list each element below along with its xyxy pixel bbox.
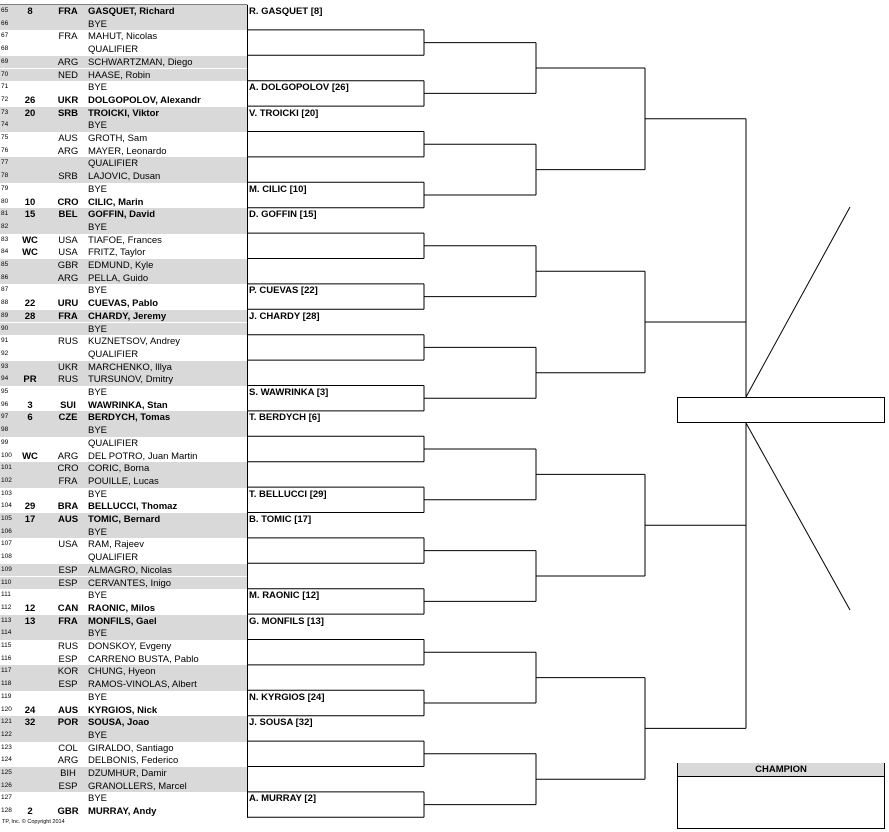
player-name: BYE: [88, 526, 108, 538]
seed: 10: [24, 196, 36, 208]
player-name: QUALIFIER: [88, 552, 139, 564]
country-code: URU: [57, 298, 79, 310]
round2-player: V. TROICKI [20]: [249, 107, 319, 119]
draw-position: 90: [1, 324, 9, 332]
country-code: BEL: [58, 209, 78, 221]
country-code: AUS: [57, 704, 79, 716]
seed: 24: [24, 704, 36, 716]
player-name: GOFFIN, David: [88, 209, 156, 221]
player-name: BYE: [88, 628, 108, 640]
round2-player: D. GOFFIN [15]: [249, 209, 317, 221]
draw-row: [0, 234, 247, 247]
round2-player: T. BELLUCCI [29]: [249, 488, 327, 500]
draw-position: 89: [1, 311, 9, 319]
draw-position: 101: [1, 464, 12, 472]
player-name: BYE: [88, 18, 108, 30]
copyright-text: TP, Inc. © Copyright 2014: [2, 819, 65, 825]
player-name: LAJOVIC, Dusan: [88, 171, 161, 183]
player-name: MURRAY, Andy: [88, 806, 157, 818]
draw-row: [0, 361, 247, 374]
draw-position: 100: [1, 451, 12, 459]
draw-row: [0, 411, 247, 424]
draw-row: [0, 310, 247, 323]
draw-position: 119: [1, 692, 12, 700]
country-code: SRB: [57, 107, 79, 119]
player-name: EDMUND, Kyle: [88, 260, 154, 271]
draw-row: [0, 69, 247, 82]
draw-row: [0, 107, 247, 120]
draw-position: 74: [1, 121, 9, 129]
draw-position: 121: [1, 718, 12, 726]
player-name: BYE: [88, 221, 108, 233]
player-name: BYE: [88, 387, 108, 398]
draw-row: [0, 602, 247, 615]
seed: 20: [24, 107, 36, 119]
country-code: BRA: [57, 501, 79, 513]
draw-row: [0, 208, 247, 221]
seed: 6: [27, 412, 33, 424]
draw-row: [0, 678, 247, 691]
draw-position: 75: [1, 134, 9, 141]
draw-position: 109: [1, 565, 12, 573]
player-name: BYE: [88, 323, 108, 335]
seed: WC: [22, 247, 38, 259]
draw-row: [0, 399, 247, 412]
draw-row: [0, 183, 247, 196]
player-name: FRITZ, Taylor: [88, 247, 146, 259]
seed: 13: [24, 615, 36, 627]
draw-position: 110: [1, 578, 12, 586]
draw-row: [0, 437, 247, 450]
draw-position: 79: [1, 184, 9, 192]
player-name: BYE: [88, 82, 108, 94]
final-box: [677, 397, 885, 423]
draw-position: 87: [1, 286, 9, 294]
player-name: GASQUET, Richard: [88, 6, 175, 17]
draw-position: 92: [1, 349, 9, 357]
country-code: FRA: [58, 6, 78, 17]
round2-player: G. MONFILS [13]: [249, 615, 324, 627]
draw-position: 69: [1, 57, 9, 65]
player-name: CHUNG, Hyeon: [88, 666, 156, 678]
draw-row: [0, 792, 247, 805]
country-code: USA: [58, 247, 78, 259]
country-code: GBR: [57, 806, 79, 818]
draw-row: [0, 767, 247, 780]
draw-position: 103: [1, 489, 12, 497]
draw-row: [0, 742, 247, 755]
round2-player: M. CILIC [10]: [249, 183, 307, 195]
draw-row: [0, 323, 247, 336]
country-code: RUS: [57, 641, 79, 652]
player-name: CERVANTES, Inigo: [88, 577, 172, 589]
player-name: QUALIFIER: [88, 158, 139, 170]
player-name: GROTH, Sam: [88, 133, 148, 144]
draw-position: 102: [1, 476, 12, 484]
country-code: ESP: [58, 780, 78, 792]
player-name: DELBONIS, Federico: [88, 755, 179, 767]
draw-position: 78: [1, 172, 9, 180]
draw-row: [0, 729, 247, 742]
draw-position: 128: [1, 807, 12, 815]
player-name: BYE: [88, 285, 108, 297]
draw-position: 104: [1, 502, 12, 510]
player-name: BELLUCCI, Thomaz: [88, 501, 178, 513]
player-name: GIRALDO, Santiago: [88, 742, 174, 754]
player-name: WAWRINKA, Stan: [88, 399, 168, 411]
draw-position: 68: [1, 45, 9, 53]
draw-row: [0, 564, 247, 577]
player-name: QUALIFIER: [88, 348, 139, 360]
player-name: QUALIFIER: [88, 437, 139, 449]
country-code: FRA: [58, 31, 78, 43]
draw-position: 73: [1, 108, 9, 116]
draw-position: 117: [1, 667, 12, 675]
player-name: MONFILS, Gael: [88, 615, 157, 627]
country-code: FRA: [58, 615, 78, 627]
draw-position: 93: [1, 362, 9, 370]
draw-row: [0, 170, 247, 183]
round2-player: R. GASQUET [8]: [249, 6, 323, 17]
draw-position: 127: [1, 794, 12, 802]
draw-position: 96: [1, 400, 9, 408]
draw-row: [0, 665, 247, 678]
country-code: BIH: [60, 768, 76, 779]
champion-label: CHAMPION: [678, 763, 884, 777]
draw-position: 76: [1, 146, 9, 154]
seed: 22: [24, 298, 36, 310]
draw-row: [0, 81, 247, 94]
draw-row: [0, 30, 247, 43]
player-name: TOMIC, Bernard: [88, 514, 161, 525]
round2-player: P. CUEVAS [22]: [249, 285, 318, 297]
draw-row: [0, 196, 247, 209]
draw-row: [0, 297, 247, 310]
draw-row: [0, 488, 247, 501]
country-code: GBR: [57, 260, 79, 271]
draw-row: [0, 259, 247, 272]
draw-row: [0, 424, 247, 437]
draw-row: [0, 538, 247, 551]
player-name: CORIC, Borna: [88, 463, 150, 475]
round2-player: M. RAONIC [12]: [249, 590, 320, 602]
player-name: MAHUT, Nicolas: [88, 31, 158, 43]
country-code: CRO: [57, 196, 79, 208]
country-code: AUS: [58, 133, 78, 144]
player-name: CILIC, Marin: [88, 196, 144, 208]
country-code: FRA: [58, 310, 78, 322]
player-name: KUZNETSOV, Andrey: [88, 336, 181, 348]
draw-position: 108: [1, 553, 12, 561]
draw-row: [0, 335, 247, 348]
draw-position: 120: [1, 705, 12, 713]
round2-player: B. TOMIC [17]: [249, 514, 312, 525]
player-name: RAMOS-VINOLAS, Albert: [88, 679, 197, 691]
country-code: CRO: [57, 463, 79, 475]
draw-row: [0, 462, 247, 475]
country-code: USA: [58, 234, 78, 246]
draw-row: [0, 373, 247, 386]
draw-position: 113: [1, 616, 12, 624]
draw-position: 98: [1, 426, 9, 434]
draw-position: 111: [1, 591, 11, 599]
draw-position: 84: [1, 248, 9, 256]
player-name: BYE: [88, 425, 108, 437]
draw-position: 82: [1, 222, 9, 230]
player-name: BERDYCH, Tomas: [88, 412, 171, 424]
draw-row: [0, 119, 247, 132]
draw-row: [0, 145, 247, 158]
country-code: RUS: [57, 374, 79, 386]
draw-position: 126: [1, 781, 12, 789]
player-name: BYE: [88, 793, 108, 805]
draw-row: [0, 780, 247, 793]
draw-position: 114: [1, 629, 12, 637]
draw-row: [0, 615, 247, 628]
country-code: ARG: [57, 56, 79, 68]
draw-row: [0, 348, 247, 361]
draw-row: [0, 56, 247, 69]
draw-position: 85: [1, 261, 9, 268]
country-code: ARG: [57, 272, 79, 284]
country-code: CAN: [57, 602, 79, 614]
player-name: BYE: [88, 590, 108, 602]
draw-position: 88: [1, 299, 9, 307]
draw-row: [0, 577, 247, 590]
draw-row: [0, 5, 247, 18]
country-code: ESP: [58, 679, 78, 691]
draw-row: [0, 691, 247, 704]
country-code: POR: [57, 717, 79, 729]
draw-row: [0, 221, 247, 234]
country-code: USA: [58, 539, 78, 551]
draw-position: 99: [1, 438, 9, 446]
country-code: AUS: [57, 514, 79, 525]
draw-row: [0, 450, 247, 463]
player-name: KYRGIOS, Nick: [88, 704, 158, 716]
country-code: ARG: [57, 145, 79, 157]
player-name: BYE: [88, 691, 108, 703]
draw-position: 81: [1, 210, 9, 218]
round2-player: J. CHARDY [28]: [249, 310, 320, 322]
draw-position: 67: [1, 32, 9, 40]
country-code: ESP: [58, 577, 78, 589]
round2-player: A. DOLGOPOLOV [26]: [249, 82, 349, 94]
draw-position: 80: [1, 197, 9, 205]
country-code: ESP: [58, 653, 78, 665]
country-code: RUS: [57, 336, 79, 348]
player-name: SCHWARTZMAN, Diego: [88, 56, 193, 68]
seed: 12: [24, 602, 36, 614]
draw-position: 70: [1, 70, 9, 78]
draw-row: [0, 475, 247, 488]
country-code: SUI: [60, 399, 76, 411]
player-name: SOUSA, Joao: [88, 717, 150, 729]
seed: WC: [22, 450, 38, 462]
player-name: DONSKOY, Evgeny: [88, 641, 172, 652]
player-name: CARRENO BUSTA, Pablo: [88, 653, 199, 665]
player-name: CUEVAS, Pablo: [88, 298, 159, 310]
draw-row: [0, 94, 247, 107]
country-code: UKR: [57, 94, 79, 106]
draw-row: [0, 551, 247, 564]
draw-row: [0, 157, 247, 170]
draw-position: 115: [1, 642, 12, 649]
draw-position: 66: [1, 19, 9, 27]
draw-row: [0, 754, 247, 767]
final-connector: [746, 207, 850, 397]
final-connector: [746, 423, 850, 610]
player-name: TROICKI, Viktor: [88, 107, 160, 119]
player-name: ALMAGRO, Nicolas: [88, 564, 172, 576]
draw-row: [0, 513, 247, 526]
player-name: BYE: [88, 183, 108, 195]
player-name: DEL POTRO, Juan Martin: [88, 450, 198, 462]
draw-row: [0, 43, 247, 56]
player-name: DOLGOPOLOV, Alexandr: [88, 94, 201, 106]
draw-position: 122: [1, 730, 12, 738]
draw-position: 77: [1, 159, 9, 167]
draw-position: 124: [1, 756, 12, 764]
seed: 29: [24, 501, 36, 513]
player-name: CHARDY, Jeremy: [88, 310, 167, 322]
player-name: DZUMHUR, Damir: [88, 768, 167, 779]
country-code: NED: [57, 69, 79, 81]
player-name: MAYER, Leonardo: [88, 145, 167, 157]
country-code: SRB: [58, 171, 78, 183]
seed: 17: [24, 514, 36, 525]
country-code: COL: [58, 742, 78, 754]
draw-position: 83: [1, 235, 9, 243]
draw-row: [0, 805, 247, 818]
seed: 3: [27, 399, 33, 411]
draw-row: [0, 653, 247, 666]
round2-player: T. BERDYCH [6]: [249, 412, 321, 424]
draw-row: [0, 589, 247, 602]
country-code: CZE: [58, 412, 78, 424]
draw-position: 94: [1, 375, 9, 383]
round2-player: A. MURRAY [2]: [249, 793, 317, 805]
player-name: RAONIC, Milos: [88, 602, 156, 614]
player-name: TIAFOE, Frances: [88, 234, 162, 246]
draw-position: 106: [1, 527, 12, 535]
draw-row: [0, 272, 247, 285]
country-code: ARG: [57, 450, 79, 462]
country-code: FRA: [58, 475, 78, 487]
country-code: ARG: [57, 755, 79, 767]
draw-position: 72: [1, 95, 9, 103]
draw-row: [0, 704, 247, 717]
player-name: PELLA, Guido: [88, 272, 149, 284]
player-name: MARCHENKO, Illya: [88, 361, 172, 373]
round2-player: S. WAWRINKA [3]: [249, 387, 329, 398]
seed: 2: [27, 806, 33, 818]
draw-row: [0, 526, 247, 539]
draw-row: [0, 246, 247, 259]
draw-row: [0, 640, 247, 653]
draw-position: 107: [1, 540, 12, 548]
draw-position: 86: [1, 273, 9, 281]
draw-row: [0, 500, 247, 513]
seed: 32: [24, 717, 36, 729]
draw-row: [0, 18, 247, 31]
draw-row: [0, 132, 247, 145]
seed: WC: [22, 234, 38, 246]
round2-player: J. SOUSA [32]: [249, 717, 313, 729]
draw-position: 112: [1, 603, 12, 611]
player-name: RAM, Rajeev: [88, 539, 144, 551]
player-name: BYE: [88, 729, 108, 741]
round2-player: N. KYRGIOS [24]: [249, 691, 325, 703]
country-code: UKR: [57, 361, 79, 373]
draw-position: 123: [1, 743, 12, 751]
country-code: KOR: [57, 666, 79, 678]
draw-position: 65: [1, 7, 9, 14]
seed: 15: [24, 209, 36, 221]
player-name: BYE: [88, 120, 108, 132]
draw-row: [0, 627, 247, 640]
seed: PR: [23, 374, 37, 386]
seed: 26: [24, 94, 36, 106]
draw-position: 95: [1, 388, 9, 395]
draw-row: [0, 284, 247, 297]
player-name: POUILLE, Lucas: [88, 475, 159, 487]
draw-row: [0, 716, 247, 729]
player-name: HAASE, Robin: [88, 69, 151, 81]
draw-position: 116: [1, 654, 12, 662]
player-name: GRANOLLERS, Marcel: [88, 780, 187, 792]
player-name: BYE: [88, 488, 108, 500]
seed: 28: [24, 310, 36, 322]
draw-position: 91: [1, 337, 9, 345]
player-name: QUALIFIER: [88, 44, 139, 56]
draw-row: [0, 386, 247, 399]
draw-position: 97: [1, 413, 9, 421]
seed: 8: [27, 6, 33, 17]
draw-position: 125: [1, 769, 12, 776]
draw-position: 105: [1, 515, 12, 522]
player-name: TURSUNOV, Dmitry: [88, 374, 174, 386]
country-code: ESP: [58, 564, 78, 576]
draw-position: 118: [1, 680, 12, 688]
draw-position: 71: [1, 83, 9, 91]
